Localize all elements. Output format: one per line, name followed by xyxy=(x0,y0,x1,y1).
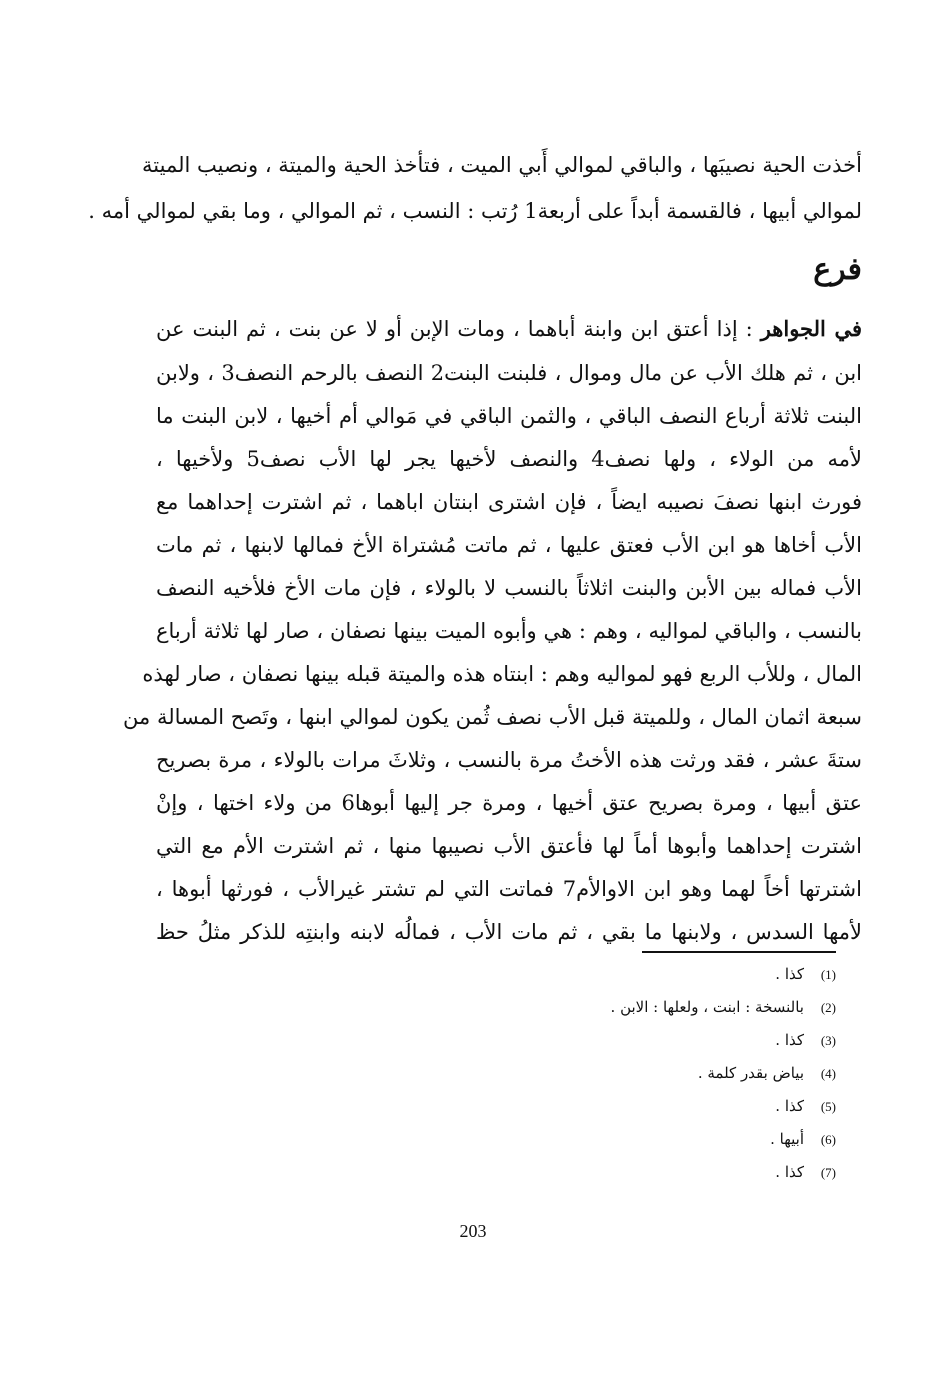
footnote-number: (4) xyxy=(820,1066,836,1081)
text-line: ابن ، ثم هلك الأب عن مال وموال ، فلبنت البنت2 النصف بالرحم النصف3 ، ولابن xyxy=(156,361,863,385)
footnote-number: (1) xyxy=(820,967,836,982)
footnote xyxy=(770,1129,836,1150)
text-line: ستةَ عشر ، فقد ورثت هذه الأختُ مرة بالنسب ، وثلاثَ مرات بالولاء ، مرة بصريح xyxy=(156,748,862,772)
footnote-text: كذا . xyxy=(775,1163,804,1181)
text-line xyxy=(156,312,862,346)
text-line: عتق أبيها ، ومرة بصريح عتق أخيها ، ومرة جر إليها أبوها6 من ولاء اختها ، وإنْ xyxy=(156,791,862,815)
footnote xyxy=(775,1096,836,1117)
footnote-text: بياض بقدر كلمة . xyxy=(697,1064,804,1082)
page-number: 203 xyxy=(459,1221,487,1241)
footnote-divider xyxy=(642,951,836,953)
footnote xyxy=(698,1063,836,1084)
text-line: الأب أخاها هو ابن الأب فعتق عليها ، ثم ماتت مُشتراة الأخ فمالها لابنها ، ثم مات xyxy=(156,533,862,557)
footnote-text: كذا . xyxy=(775,1097,804,1115)
text-line: البنت ثلاثة أرباع النصف الباقي ، والثمن الباقي في مَوالي أم أخيها ، لابن البنت ما xyxy=(156,404,862,428)
text-line: اشترت إحداهما وأبوها أماً لها فأعتق الأب نصيبها منها ، ثم اشترت الأم مع التي xyxy=(156,834,862,858)
footnote-number: (7) xyxy=(820,1165,836,1180)
text-line: أخذت الحية نصيبَها ، والباقي لموالي أَبي الميت ، فتأخذ الحية والميتة ، ونصيب الميتة xyxy=(142,153,862,177)
footnote-number: (3) xyxy=(820,1033,836,1048)
text-line: لموالي أبيها ، فالقسمة أبداً على أربعة1 رُتب : النسب ، ثم الموالي ، وما بقي لموالي أمه . xyxy=(88,199,862,223)
text-line: الأب فماله بين الأبن والبنت اثلاثاً بالنسب لا بالولاء ، فإن مات الأخ فلأخيه النصف xyxy=(156,576,862,600)
footnote xyxy=(775,1030,836,1051)
text-line: سبعة اثمان المال ، وللميتة قبل الأب نصف ثُمن يكون لموالي ابنها ، وتَصح المسالة من xyxy=(123,705,862,729)
text-line: لأمه من الولاء ، ولها نصف4 والنصف لأخيها يجر لها الأب نصف5 ولأخيها ، xyxy=(156,447,862,471)
footnote-text: كذا . xyxy=(775,965,804,983)
text-line: المال ، وللأب الربع فهو لمواليه وهم : ابنتاه هذه والميتة قبله بينها نصفان ، صار لهذه xyxy=(142,662,862,686)
text-line: بالنسب ، والباقي لمواليه ، وهم : هي وأبوه الميت بينها نصفان ، صار لها ثلاثة أرباع xyxy=(156,619,862,643)
footnote-text: كذا . xyxy=(775,1031,804,1049)
footnote-number: (6) xyxy=(820,1132,836,1147)
footnote xyxy=(775,1162,836,1183)
source-reference: في الجواهر xyxy=(760,316,862,341)
footnote xyxy=(611,997,836,1018)
footnote-text: أبيها . xyxy=(770,1130,804,1148)
text-line: اشترتها أخاً لهما وهو ابن الاوالأم7 فماتت التي لم تشتر غيرالأب ، فورثها أبوها ، xyxy=(156,877,862,901)
footnote-number: (5) xyxy=(820,1099,836,1114)
footnote-number: (2) xyxy=(820,1000,836,1015)
text-line-rest: : إذا أعتق ابن وابنة أباهما ، ومات الإبن أو لا عن بنت ، ثم البنت عن xyxy=(156,317,761,341)
text-line: فورث ابنها نصفَ نصيبه ايضاً ، فإن اشترى ابنتان اباهما ، ثم اشترت إحداهما مع xyxy=(156,490,862,514)
text-line: لأمها السدس ، ولابنها ما بقي ، ثم مات الأب ، فمالُه لابنه وابنتِه للذكر مثلُ حظ xyxy=(156,920,862,944)
section-heading: فرع xyxy=(813,252,862,287)
footnote-text: بالنسخة : ابنت ، ولعلها : الابن . xyxy=(610,998,804,1016)
footnote xyxy=(775,964,836,985)
